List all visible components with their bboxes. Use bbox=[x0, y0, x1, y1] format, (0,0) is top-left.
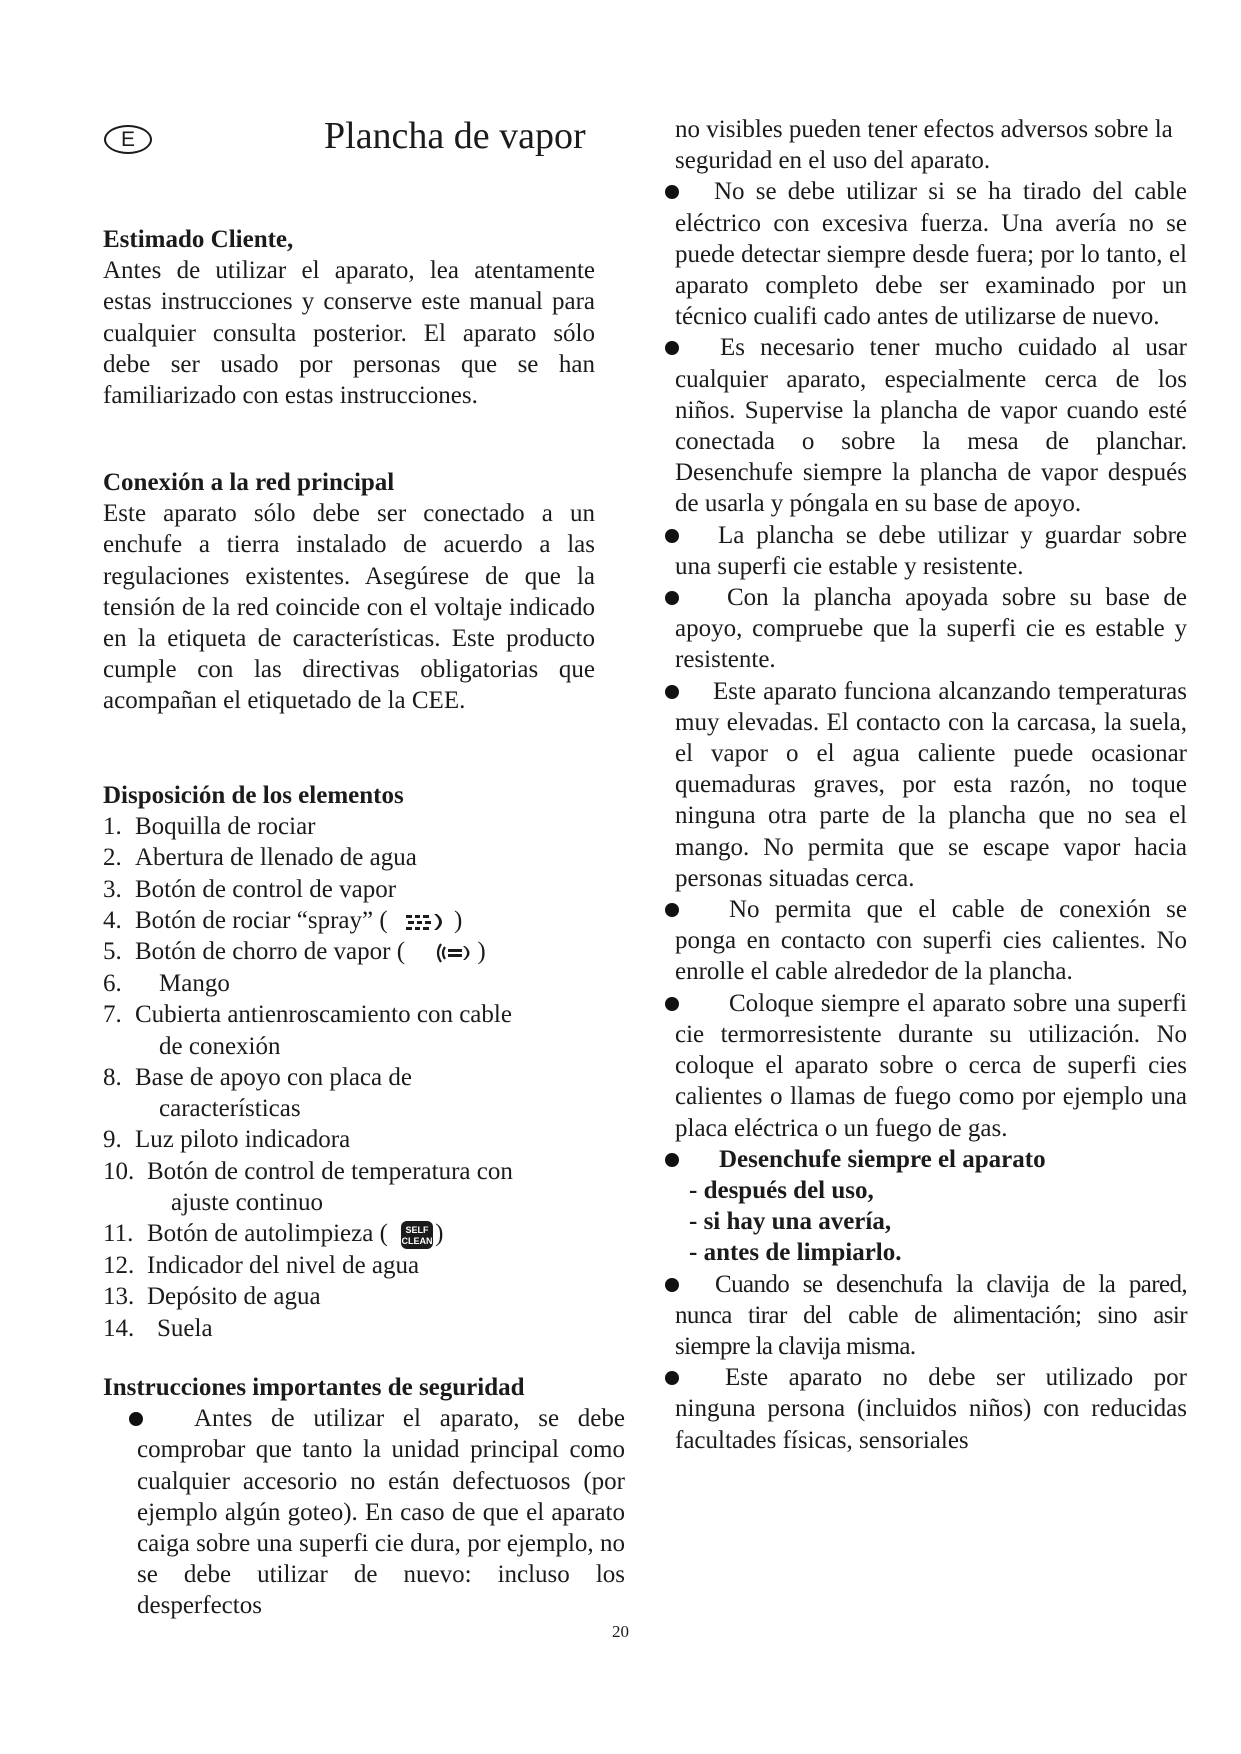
list-item: 10. Botón de control de temperatura con bbox=[103, 1157, 513, 1185]
bullet-dot bbox=[665, 1153, 679, 1167]
safety-bullet-first-left: Antes de utilizar el aparato, se debe comprobar que tanto la unidad principal como cualquier accesorio no están defectuosos (por ejemplo algún goteo). En caso de que el aparato caiga sobre una superfi cie dura, por ejemplo, no se debe utilizar de nuevo: incluso los desperfectos bbox=[137, 1405, 625, 1620]
list-item-continuation: de conexión bbox=[159, 1032, 281, 1060]
safety-bullet-text: Este aparato no debe ser utilizado por ninguna persona (incluidos niños) con reducidas facultades físicas, sensoriales bbox=[675, 1364, 1187, 1454]
elements-heading: Disposición de los elementos bbox=[103, 782, 404, 809]
list-item: 4. Botón de rociar “spray” ( ) bbox=[103, 906, 463, 934]
bullet-dot bbox=[665, 529, 679, 543]
self-clean-icon bbox=[400, 1220, 434, 1250]
connection-section bbox=[103, 467, 595, 717]
list-item: 13. Depósito de agua bbox=[103, 1283, 321, 1311]
list-item: 3. Botón de control de vapor bbox=[103, 875, 397, 903]
safety-bullet bbox=[675, 176, 1187, 332]
bullet-dot bbox=[665, 903, 679, 917]
connection-heading: Conexión a la red principal bbox=[103, 469, 395, 496]
safety-bullet bbox=[675, 582, 1187, 676]
safety-bullet bbox=[675, 894, 1187, 988]
safety-bullet bbox=[675, 332, 1187, 519]
elements-list bbox=[103, 811, 595, 1344]
list-item: 8. Base de apoyo con placa de bbox=[103, 1063, 412, 1091]
intro-body: Antes de utilizar el aparato, lea atentamente estas instrucciones y conserve este manual para cualquier consulta posterior. El aparato sólo debe ser usado por personas que se han familiarizado con estas instrucciones. bbox=[103, 257, 595, 410]
language-badge: E bbox=[104, 125, 152, 154]
list-item: 7. Cubierta antienroscamiento con cable bbox=[103, 1001, 512, 1029]
spray-icon bbox=[404, 909, 452, 935]
svg-text:CLEAN: CLEAN bbox=[401, 1236, 433, 1247]
page-title: Plancha de vapor bbox=[324, 115, 586, 157]
bullet-dot bbox=[665, 591, 679, 605]
safety-heading: Instrucciones importantes de seguridad bbox=[103, 1374, 525, 1401]
safety-bullet-text: Coloque siempre el aparato sobre una superfi cie termorresistente durante su utilización. No coloque el aparato sobre o cerca de superfi cies calientes o llamas de fuego como por ejemplo una placa eléctrica o un fuego de gas. bbox=[675, 989, 1187, 1142]
safety-bullet bbox=[675, 1362, 1187, 1456]
unplug-item: - si hay una avería, bbox=[689, 1208, 892, 1236]
safety-bullet-first-right: no visibles pueden tener efectos adversos sobre la seguridad en el uso del aparato. bbox=[675, 116, 1173, 175]
bullet-dot bbox=[665, 685, 679, 699]
safety-section bbox=[103, 1372, 625, 1622]
safety-bullet-text: La plancha se debe utilizar y guardar sobre una superfi cie estable y resistente. bbox=[675, 521, 1187, 580]
safety-bullet-text: No permita que el cable de conexión se ponga en contacto con superfi cies calientes. No enrolle el cable alrededor de la plancha. bbox=[675, 896, 1187, 986]
connection-body: Este aparato sólo debe ser conectado a un enchufe a tierra instalado de acuerdo a las regulaciones existentes. Asegúrese de que la tensión de la red coincide con el voltaje indicado en la etiqueta de características. Este producto cumple con las directivas obligatorias que acompañan el etiquetado de la CEE. bbox=[103, 500, 595, 715]
list-item: 1. Boquilla de rociar bbox=[103, 813, 316, 841]
list-item-continuation: características bbox=[159, 1095, 301, 1123]
list-item: 6. Mango bbox=[103, 970, 230, 998]
bullet-dot bbox=[665, 997, 679, 1011]
unplug-bullet bbox=[675, 1144, 1187, 1269]
list-item: 14. Suela bbox=[103, 1314, 213, 1342]
safety-bullet bbox=[675, 1269, 1187, 1363]
bullet-dot bbox=[665, 1278, 679, 1292]
unplug-item: - después del uso, bbox=[689, 1176, 874, 1204]
list-item-continuation: ajuste continuo bbox=[171, 1188, 324, 1216]
intro-section bbox=[103, 224, 595, 411]
safety-bullet-text: Este aparato funciona alcanzando temperaturas muy elevadas. El contacto con la carcasa, la suela, el vapor o el agua caliente puede ocasionar quemaduras graves, por esta razón, no toque ninguna otra parte de la plancha que no sea el mango. No permita que se escape vapor hacia personas situadas cerca. bbox=[675, 677, 1187, 892]
steam-burst-icon bbox=[431, 938, 475, 968]
list-item: 9. Luz piloto indicadora bbox=[103, 1126, 351, 1154]
intro-heading: Estimado Cliente, bbox=[103, 226, 294, 253]
unplug-heading: Desenchufe siempre el aparato bbox=[719, 1145, 1046, 1173]
right-column bbox=[675, 114, 1187, 1456]
safety-bullet bbox=[675, 988, 1187, 1144]
svg-text:SELF: SELF bbox=[405, 1225, 429, 1236]
safety-bullet bbox=[675, 520, 1187, 582]
elements-section bbox=[103, 780, 595, 1344]
safety-bullet bbox=[675, 676, 1187, 894]
safety-bullet-text: No se debe utilizar si se ha tirado del cable eléctrico con excesiva fuerza. Una avería no se puede detectar siempre desde fuera; por lo tanto, el aparato completo debe ser examinado por un técnico cualifi cado antes de utilizarse de nuevo. bbox=[675, 178, 1187, 331]
list-item: 12. Indicador del nivel de agua bbox=[103, 1252, 420, 1280]
list-item: 2. Abertura de llenado de agua bbox=[103, 844, 417, 872]
safety-bullet-text: Cuando se desenchufa la clavija de la pared, nunca tirar del cable de alimentación; sino asir siempre la clavija misma. bbox=[675, 1270, 1187, 1360]
page-number: 20 bbox=[612, 1622, 629, 1641]
list-item: 5. Botón de chorro de vapor ( ) bbox=[103, 936, 595, 968]
list-item: 11. Botón de autolimpieza ( SELF CLEAN ) bbox=[103, 1218, 595, 1250]
safety-bullet-text: Es necesario tener mucho cuidado al usar cualquier aparato, especialmente cerca de los niños. Supervise la plancha de vapor cuando esté conectada o sobre la mesa de planchar. Desenchufe siempre la plancha de vapor después de usarla y póngala en su base de apoyo. bbox=[675, 334, 1187, 518]
unplug-item: - antes de limpiarlo. bbox=[689, 1239, 902, 1267]
safety-bullet-text: Con la plancha apoyada sobre su base de apoyo, compruebe que la superfi cie es estable y resistente. bbox=[675, 584, 1187, 674]
